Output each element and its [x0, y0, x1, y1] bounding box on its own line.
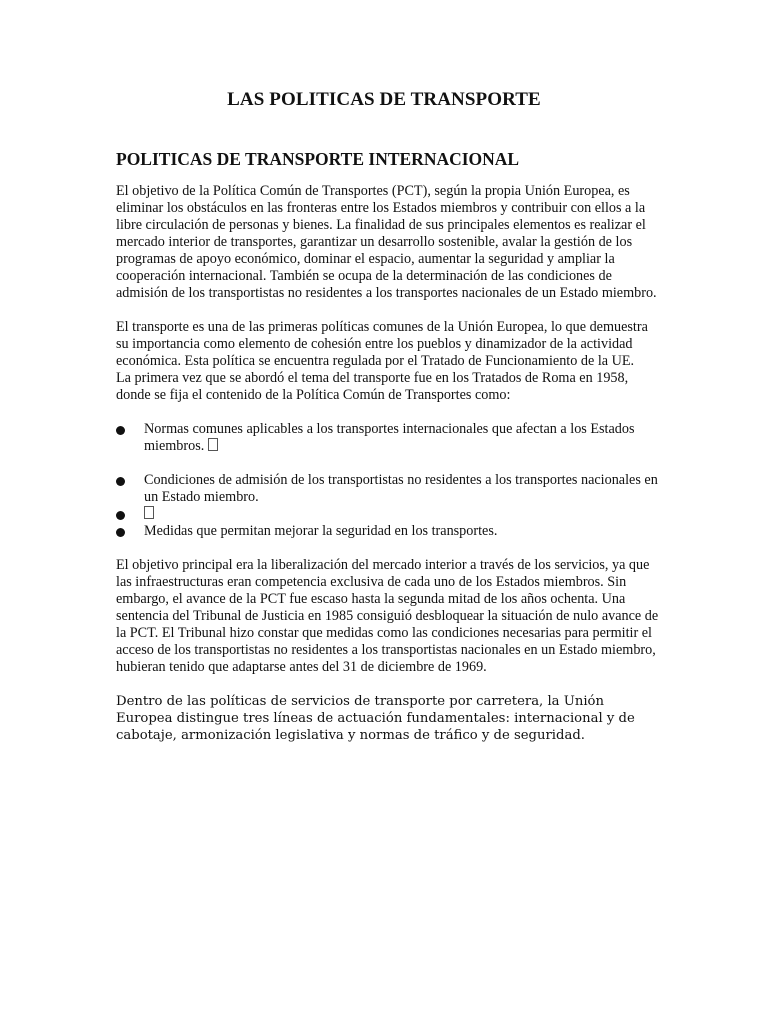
paragraph-objetivo: El objetivo de la Política Común de Transportes (PCT), según la propia Unión Europea, es eliminar los obstáculos en las fronteras entre los Estados miembros y contribuir con ellos a la libre circulación de personas y bienes. La finalidad de sus principales elementos es realizar el mercado interior de transportes, garantizar un desarrollo sostenible, avalar la gestión de los programas de apoyo económico, dominar el espacio, aumentar la seguridad y ampliar la cooperación internacional. También se ocupa de la determinación de las condiciones de admisión de los transportistas no residentes a los transportes nacionales de un Estado miembro.: [116, 183, 657, 301]
bullet-icon: [116, 477, 125, 486]
section-heading: POLITICAS DE TRANSPORTE INTERNACIONAL: [116, 149, 520, 169]
document-body: [116, 148, 661, 744]
missing-glyph-icon: [144, 506, 154, 519]
paragraph-liberalizacion: El objetivo principal era la liberalización del mercado interior a través de los servicios, ya que las infraestructuras eran competencia exclusiva de cada uno de los Estados miembros. Sin embargo, el avance de la PCT fue escaso hasta la segunda mitad de los años ochenta. Una sentencia del Tribunal de Justicia en 1985 consiguió desbloquear la situación de nulo avance de la PCT. El Tribunal hizo constar que medidas como las condiciones necesarias para permitir el acceso de los transportistas no residentes a los transportistas nacionales en un Estado miembro, hubieran tenido que adaptarse antes del 31 de diciembre de 1969.: [116, 557, 659, 675]
bullet-text: Condiciones de admisión de los transportistas no residentes a los transportes nacionales en un Estado miembro.: [144, 472, 658, 505]
missing-glyph-icon: [208, 438, 218, 451]
list-item: [116, 523, 661, 540]
bullet-icon: [116, 528, 125, 537]
bullet-text: Medidas que permitan mejorar la seguridad en los transportes.: [144, 523, 498, 539]
list-item: [116, 421, 661, 455]
document-title: LAS POLITICAS DE TRANSPORTE: [227, 89, 541, 110]
paragraph-carretera: Dentro de las políticas de servicios de transporte por carretera, la Unión Europea distingue tres líneas de actuación fundamentales: internacional y de cabotaje, armonización legislativa y normas de tráfico y de seguridad.: [116, 694, 635, 743]
paragraph-tratados-roma: La primera vez que se abordó el tema del transporte fue en los Tratados de Roma en 1958, donde se fija el contenido de la Política Común de Transportes como:: [116, 370, 629, 403]
paragraph-transporte: El transporte es una de las primeras políticas comunes de la Unión Europea, lo que demuestra su importancia como elemento de cohesión entre los pueblos y dinamizador de la actividad económica. Esta política se encuentra regulada por el Tratado de Funcionamiento de la UE.: [116, 319, 648, 369]
bullet-icon: [116, 426, 125, 435]
bullet-text: Normas comunes aplicables a los transportes internacionales que afectan a los Estados miembros.: [144, 421, 635, 454]
bullet-icon: [116, 511, 125, 520]
list-item: [116, 472, 661, 506]
list-item: [116, 506, 661, 523]
bullet-list: [116, 421, 661, 540]
